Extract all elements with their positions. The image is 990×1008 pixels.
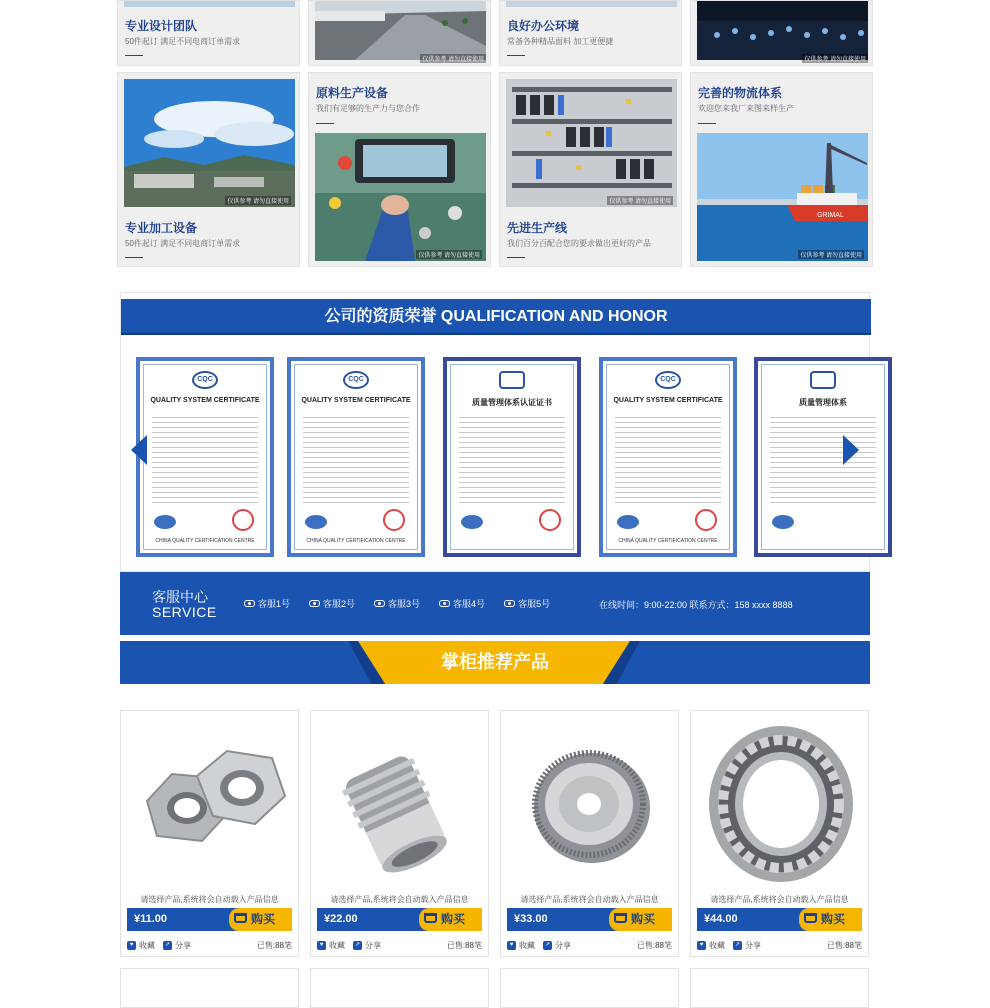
- recommend-banner: [120, 641, 870, 684]
- roller-bearing-icon: [697, 716, 862, 891]
- feature-watermark: 仅供参考 请勿直接使用: [798, 250, 864, 259]
- feature-divider: [507, 257, 525, 258]
- night-lights-image: [697, 1, 868, 60]
- certificate-logo: CQC: [192, 371, 218, 389]
- certificate-text-lines: [303, 413, 409, 503]
- product-card[interactable]: [120, 968, 299, 1008]
- service-agent-link[interactable]: [374, 597, 420, 610]
- feature-card[interactable]: [499, 72, 682, 267]
- feature-image: [506, 79, 677, 207]
- certificate[interactable]: [599, 357, 737, 557]
- red-stamp-icon: [539, 509, 561, 531]
- feature-image: [697, 133, 868, 261]
- certificate-heading: 质量管理体系: [799, 398, 847, 407]
- red-stamp-icon: [232, 509, 254, 531]
- electrical-cabinet-image: [506, 79, 677, 207]
- feature-subtitle: 常备各种精品面料 加工更便捷: [507, 37, 614, 46]
- iaf-seal-icon: [772, 515, 794, 529]
- cart-icon: [234, 913, 247, 923]
- heart-icon: ♥: [507, 941, 516, 950]
- heart-icon: ♥: [317, 941, 326, 950]
- sold-count: 已售:88笔: [446, 941, 482, 950]
- service-title-en: SERVICE: [152, 604, 217, 620]
- cart-icon: [614, 913, 627, 923]
- favorite-button[interactable]: [127, 940, 155, 951]
- service-agent-label: 客服4号: [453, 599, 486, 609]
- feature-image: [315, 133, 486, 261]
- cart-icon: [804, 913, 817, 923]
- share-icon: ↗: [734, 942, 741, 948]
- share-button[interactable]: [353, 940, 381, 951]
- red-stamp-icon: [383, 509, 405, 531]
- certificate-footer: CHINA QUALITY CERTIFICATION CENTRE: [306, 538, 406, 544]
- certificate[interactable]: [136, 357, 274, 557]
- feature-card[interactable]: [308, 0, 491, 66]
- certificate-heading: QUALITY SYSTEM CERTIFICATE: [301, 397, 411, 404]
- favorite-button[interactable]: [317, 940, 345, 951]
- product-image[interactable]: [507, 716, 672, 891]
- share-button[interactable]: [543, 940, 571, 951]
- feature-card[interactable]: [117, 72, 300, 267]
- red-stamp-icon: [695, 509, 717, 531]
- favorite-label: 收藏: [139, 941, 155, 950]
- product-meta: [697, 940, 862, 952]
- certificate-heading: 质量管理体系认证证书: [472, 398, 552, 407]
- feature-divider: [698, 123, 716, 124]
- product-card[interactable]: [500, 710, 679, 957]
- sold-count: 已售:88笔: [256, 941, 292, 950]
- product-card[interactable]: [500, 968, 679, 1008]
- product-price-bar: [507, 908, 672, 931]
- buy-button-label: 购买: [251, 912, 276, 926]
- share-icon: ↗: [354, 942, 361, 948]
- iaf-seal-icon: [617, 515, 639, 529]
- share-button[interactable]: [163, 940, 191, 951]
- product-price-bar: [127, 908, 292, 931]
- carousel-prev-arrow-icon[interactable]: [131, 435, 147, 465]
- feature-image: [124, 1, 295, 7]
- iaf-seal-icon: [461, 515, 483, 529]
- feature-subtitle: 50件起订 满足不同电商订单需求: [125, 239, 241, 248]
- service-agent-label: 客服1号: [258, 599, 291, 609]
- service-agent-link[interactable]: [244, 597, 290, 610]
- feature-title: 先进生产线: [507, 221, 568, 235]
- product-price-bar: [317, 908, 482, 931]
- favorite-label: 收藏: [329, 941, 345, 950]
- chat-icon: [374, 600, 385, 607]
- favorite-label: 收藏: [519, 941, 535, 950]
- hex-nut-icon: [127, 716, 292, 891]
- share-label: 分享: [175, 941, 191, 950]
- product-image[interactable]: [697, 716, 862, 891]
- product-meta: [317, 940, 482, 952]
- certificate-logo: CQC: [343, 371, 369, 389]
- threaded-bushing-icon: [317, 716, 482, 891]
- feature-watermark: 仅供参考 请勿直接使用: [225, 196, 291, 205]
- feature-divider: [125, 257, 143, 258]
- chat-icon: [504, 600, 515, 607]
- honor-title: 公司的资质荣誉 QUALIFICATION AND HONOR: [121, 299, 871, 335]
- product-description: 请选择产品,系统将会自动载入产品信息: [710, 895, 849, 904]
- knurled-wheel-icon: [507, 716, 672, 891]
- service-agent-link[interactable]: [504, 597, 550, 610]
- favorite-button[interactable]: [697, 940, 725, 951]
- service-agent-label: 客服5号: [518, 599, 551, 609]
- feature-title: 专业设计团队: [125, 19, 198, 33]
- sold-count: 已售:88笔: [636, 941, 672, 950]
- cart-icon: [424, 913, 437, 923]
- feature-image: [506, 1, 677, 7]
- feature-image: [124, 79, 295, 207]
- chat-icon: [309, 600, 320, 607]
- buy-button[interactable]: [799, 908, 862, 931]
- certificate-heading: QUALITY SYSTEM CERTIFICATE: [613, 397, 723, 404]
- feature-image: [315, 1, 486, 60]
- feature-title: 专业加工设备: [125, 221, 198, 235]
- product-price: ¥11.00: [134, 913, 168, 925]
- certificate-footer: CHINA QUALITY CERTIFICATION CENTRE: [155, 538, 255, 544]
- product-card[interactable]: [310, 968, 489, 1008]
- certificate-text-lines: [459, 413, 565, 503]
- product-meta: [127, 940, 292, 952]
- feature-subtitle: 欢迎您来我厂来图来样生产: [698, 104, 794, 113]
- iaf-seal-icon: [305, 515, 327, 529]
- certificate-heading: QUALITY SYSTEM CERTIFICATE: [150, 397, 260, 404]
- buy-button-label: 购买: [821, 912, 846, 926]
- recommend-title: 掌柜推荐产品: [441, 652, 549, 672]
- certificate-logo: CQC: [655, 371, 681, 389]
- heart-icon: ♥: [127, 941, 136, 950]
- control-panel-image: [315, 133, 486, 261]
- feature-divider: [507, 55, 525, 56]
- service-agent-label: 客服3号: [388, 599, 421, 609]
- feature-subtitle: 我们有足够的生产力与您合作: [316, 104, 420, 113]
- feature-watermark: 仅供参考 请勿直接使用: [420, 54, 486, 63]
- feature-image: [697, 1, 868, 60]
- iaf-seal-icon: [154, 515, 176, 529]
- feature-card[interactable]: [690, 72, 873, 267]
- product-description: 请选择产品,系统将会自动载入产品信息: [140, 895, 279, 904]
- buy-button[interactable]: [229, 908, 292, 931]
- share-label: 分享: [555, 941, 571, 950]
- feature-title: 原料生产设备: [316, 86, 389, 100]
- service-bar: [120, 572, 870, 635]
- service-agent-link[interactable]: [309, 597, 355, 610]
- feature-card[interactable]: [117, 0, 300, 66]
- certificate-text-lines: [152, 413, 258, 503]
- share-label: 分享: [365, 941, 381, 950]
- cargo-port-image: [697, 133, 868, 261]
- buy-button[interactable]: [419, 908, 482, 931]
- buy-button[interactable]: [609, 908, 672, 931]
- certificate-logo: [499, 371, 525, 389]
- feature-title: 完善的物流体系: [698, 86, 783, 100]
- share-label: 分享: [745, 941, 761, 950]
- feature-title: 良好办公环境: [507, 19, 580, 33]
- chat-icon: [439, 600, 450, 607]
- carousel-next-arrow-icon[interactable]: [843, 435, 859, 465]
- certificate[interactable]: [754, 357, 892, 557]
- service-hours-contact: 在线时间：9:00-22:00 联系方式：158 xxxx 8888: [599, 600, 793, 610]
- product-card[interactable]: [690, 968, 869, 1008]
- certificate[interactable]: [287, 357, 425, 557]
- feature-divider: [125, 55, 143, 56]
- buy-button-label: 购买: [631, 912, 656, 926]
- certificate-logo: [810, 371, 836, 389]
- product-card[interactable]: [690, 710, 869, 957]
- share-icon: ↗: [544, 942, 551, 948]
- feature-card[interactable]: [308, 72, 491, 267]
- product-description: 请选择产品,系统将会自动载入产品信息: [520, 895, 659, 904]
- product-card[interactable]: [310, 710, 489, 957]
- feature-watermark: 仅供参考 请勿直接使用: [607, 196, 673, 205]
- share-button[interactable]: [733, 940, 761, 951]
- heart-icon: ♥: [697, 941, 706, 950]
- honor-section: [120, 292, 870, 572]
- service-title-cn: 客服中心: [152, 589, 208, 605]
- feature-subtitle: 我们百分百配合您的要求做出更好的产品: [507, 239, 651, 248]
- warehouse-road-image: [315, 1, 486, 60]
- service-agent-label: 客服2号: [323, 599, 356, 609]
- svg-text:GRIMAL: GRIMAL: [817, 212, 844, 219]
- product-price-bar: [697, 908, 862, 931]
- favorite-label: 收藏: [709, 941, 725, 950]
- buy-button-label: 购买: [441, 912, 466, 926]
- product-price: ¥44.00: [704, 913, 738, 925]
- share-icon: ↗: [164, 942, 171, 948]
- feature-card[interactable]: [499, 0, 682, 66]
- favorite-button[interactable]: [507, 940, 535, 951]
- feature-watermark: 仅供参考 请勿直接使用: [416, 250, 482, 259]
- chat-icon: [244, 600, 255, 607]
- service-agent-list: [244, 597, 550, 610]
- product-image[interactable]: [127, 716, 292, 891]
- product-price: ¥22.00: [324, 913, 358, 925]
- product-price: ¥33.00: [514, 913, 548, 925]
- product-description: 请选择产品,系统将会自动载入产品信息: [330, 895, 469, 904]
- feature-watermark: 仅供参考 请勿直接使用: [802, 54, 868, 63]
- service-agent-link[interactable]: [439, 597, 485, 610]
- feature-divider: [316, 123, 334, 124]
- factory-aerial-image: [124, 79, 295, 207]
- product-meta: [507, 940, 672, 952]
- certificate[interactable]: [443, 357, 581, 557]
- certificate-footer: CHINA QUALITY CERTIFICATION CENTRE: [618, 538, 718, 544]
- certificate-carousel: [150, 355, 847, 563]
- feature-subtitle: 50件起订 满足不同电商订单需求: [125, 37, 241, 46]
- product-card[interactable]: [120, 710, 299, 957]
- product-image[interactable]: [317, 716, 482, 891]
- certificate-text-lines: [770, 413, 876, 503]
- feature-card[interactable]: [690, 0, 873, 66]
- certificate-text-lines: [615, 413, 721, 503]
- sold-count: 已售:88笔: [826, 941, 862, 950]
